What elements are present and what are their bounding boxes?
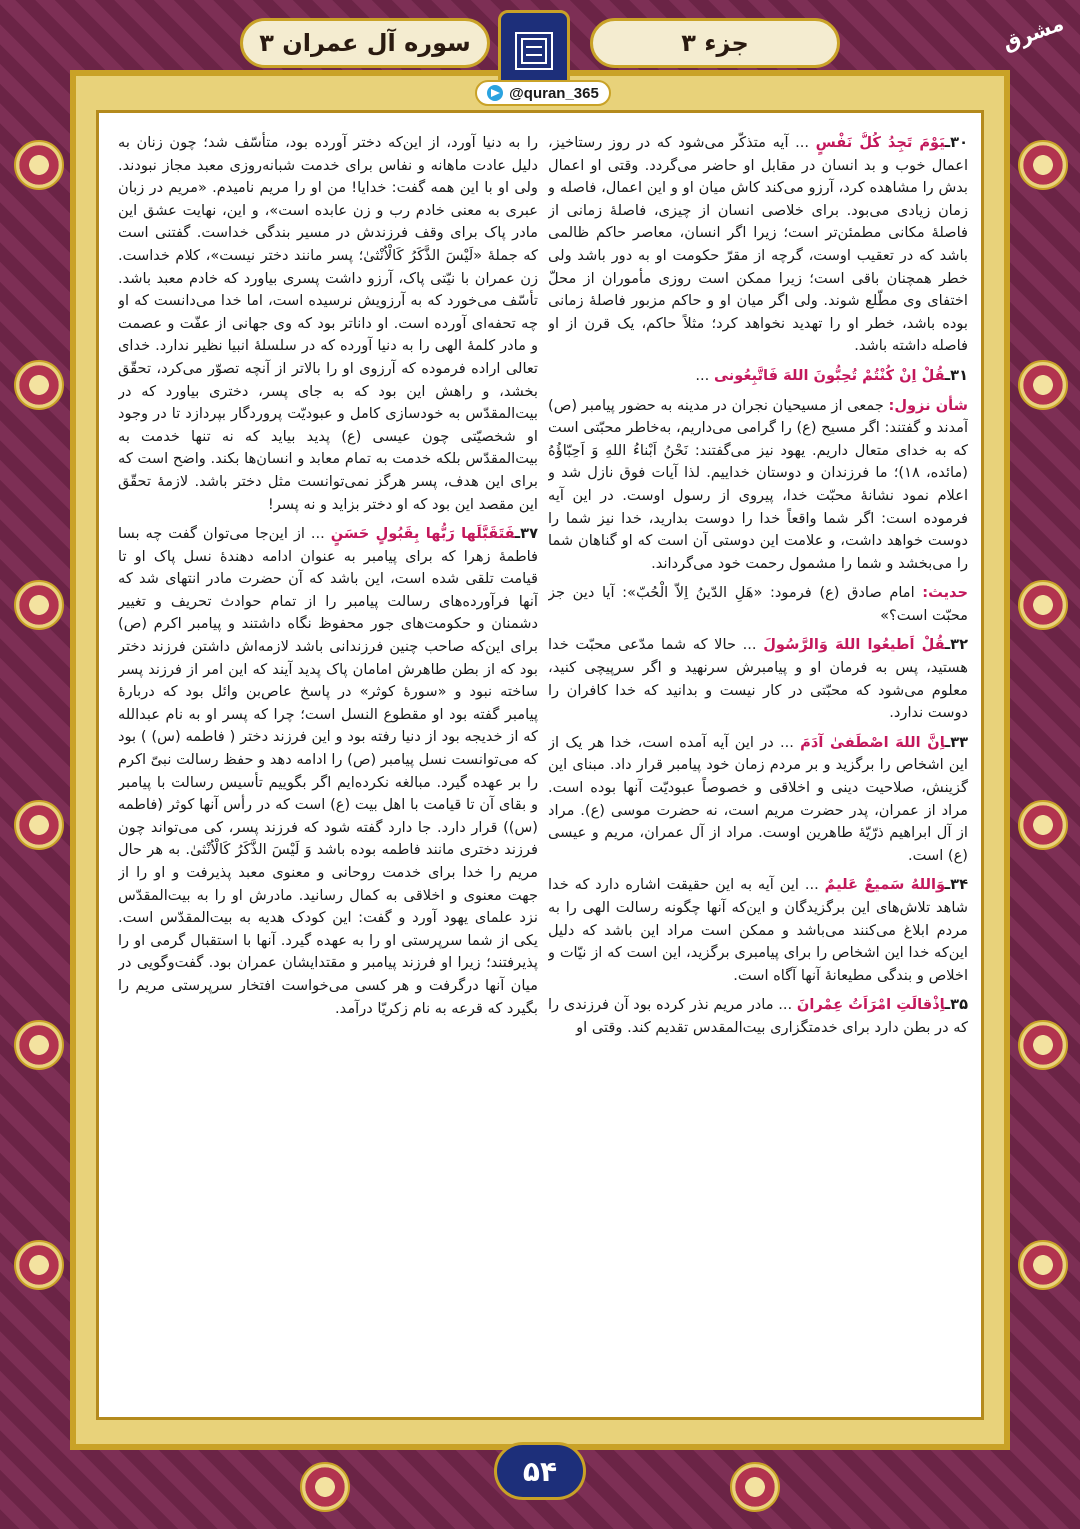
watermark-logo: مشرق	[999, 10, 1067, 56]
ornament-medallion	[14, 1240, 64, 1290]
commentary-text: ... حالا که شما مدّعی محبّت خدا هستید، پس به فرمان او و پیامبرش سرنهید و اگر سرپیچی کنید، معلوم می‌شود که محبّتی در کار نیست و بدانید که خدا کافران را دوست ندارد.	[548, 636, 968, 722]
commentary-text: را به دنیا آورد، از این‌که دختر آورده بود، متأسّف شد؛ چون زنان به دلیل عادت ماهانه و نفاس برای خدمت شبانه‌روزی معبد مجاز نبودند. ولی او با این همه گفت: خدایا! من او را مریم نامیدم. «مریم در زبان عبری به معنی خادم رب و زن عابده است»، و این، نهایت عشق این مادر پاک برای وقف فرزندش در مسیر بندگی خداست. گفتنی است که جملهٔ «لَیْسَ الذَّکَرُ کَالْاُنْثیٰ؛ پسر مانند دختر نیست»، کلام خداست. زن عمران با نیّتی پاک، آرزو داشت پسری بیاورد که خادم معبد باشد. تأسّف می‌خورد که به آرزویش نرسیده است، اما خدا می‌دانست که او چه تحفه‌ای آورده است. او دانا‌تر بود که وی جهانی از عفّت و عصمت و مادر کلمهٔ الهی را به دنیا آورده که در سلسلهٔ انبیا نظیر ندارد. خدای تعالی اراده فرموده که آرزوی او را بالاتر از آنچه تصوّر می‌کرد، تحقّق بخشد، و راهش این بود که به جای پسر، دختری بیاورد که در بیت‌المقدّس به خودسازی کامل و عبودیّت پروردگار بپردازد تا در وجود او شخصیّتی چون عیسی (ع) پدید بیاید که نه تنها خدمت به بیت‌المقدّس بلکه خدمت به تمام معابد و انسان‌ها بکند. واضح است که برای این هدف، پسر هرگز نمی‌توانست مثل دختر باشد. لازمهٔ تحقّق این مقصد این بود که او دختر بزاید و نه پسر!	[118, 134, 538, 513]
paragraph	[548, 874, 968, 987]
telegram-icon	[487, 85, 503, 101]
channel-handle[interactable]	[475, 80, 611, 106]
juz-title-text: جزء ۳	[681, 29, 749, 57]
ornament-medallion	[1018, 1020, 1068, 1070]
section-label: حدیث:	[922, 584, 968, 602]
commentary-text: جمعی از مسیحیان نجران در مدینه به حضور پیامبر (ص) آمدند و گفتند: اگر مسیح (ع) را گرامی می‌داریم، به‌خاطر محبّتی است که به خدای متعال داریم. یهود نیز می‌گفتند: نَحْنُ اَبْناءُ اللهِ وَ اَحِبّاؤُهُ (مائده، ۱۸)؛ ما فرزندان و دوستان خداییم. لذا آیات فوق نازل شد و اعلام نمود نشانهٔ محبّت خدا، پیروی از رسول اوست. در این آیه فرموده است: اگر شما واقعاً خدا را دوست بدارید، خدا نیز شما را دوست خواهد داشت، و علامت این دوستی آن است که او گناهان شما را می‌بخشد و شما را مشمول رحمت خود می‌گرداند.	[548, 396, 968, 572]
juz-title	[590, 18, 840, 68]
ornament-medallion	[14, 140, 64, 190]
arabic-verse: فَتَقَبَّلَها رَبُّها بِقَبُولٍ حَسَنٍ	[330, 525, 516, 543]
verse-number: ۳۳ـ	[945, 733, 968, 751]
ornament-medallion	[730, 1462, 780, 1512]
page-number	[494, 1442, 586, 1500]
right-column	[548, 132, 968, 1392]
verse-number: ۳۱ـ	[945, 366, 968, 384]
section-label: شأن نزول:	[888, 396, 968, 414]
commentary-text: ... آیه متذکّر می‌شود که در روز رستاخیز، اعمال خوب و بد انسان در مقابل او حاضر می‌گردد. وقتی او اعمال بدش را مشاهده کرد، آرزو می‌کند کاش میان او و این اعمال، فاصله و زمان زیادی می‌بود. برای خلاصی انسان از چیزی، فاصلهٔ زمانی از فاصلهٔ مکانی مطمئن‌تر است؛ زیرا اگر انسان، معاصر حاکم ظالمی باشد که در تعقیب اوست، گرچه از مقرّ حکومت او به دور باشد ولی خطر همچنان باقی است؛ زیرا ممکن است روزی مأموران از محلّ اختفای وی مطّلع شوند. ولی اگر میان او و حاکم مزبور فاصلهٔ زمانی بوده باشد، خطر او را تهدید نخواهد کرد؛ مثلاً حاکم، یک قرن از او فاصله داشته باشد.	[548, 134, 968, 355]
surah-title	[240, 18, 490, 68]
verse-number: ۳۴ـ	[945, 876, 968, 894]
verse-number: ۳۷ـ	[515, 525, 538, 543]
ornament-medallion	[1018, 580, 1068, 630]
ornament-medallion	[1018, 800, 1068, 850]
arabic-verse: اِنَّ اللهَ اصْطَفیٰ آدَمَ	[800, 733, 946, 751]
commentary-text: ... این آیه به این حقیقت اشاره دارد که خدا شاهد تلاش‌های این برگزیدگان و این‌که آنها چگونه رسالت الهی را به مردم ابلاغ می‌کنند می‌باشد و ممکن است مراد این باشد که دلیل این‌که خدا این اشخاص را برای پیامبری برگزید، این است که از نیّات و اخلاص و بندگی مطیعانهٔ آنها آگاه است.	[548, 876, 968, 984]
paragraph	[548, 732, 968, 868]
left-column	[118, 132, 538, 1392]
commentary-text: ... از این‌جا می‌توان گفت چه بسا فاطمهٔ زهرا که برای پیامبر به عنوان ادامه دهندهٔ نسل پاک او تا قیامت تلقی شده است، این باشد که آن حضرت مادر انتهای شد که آنها فرآورده‌های رسالت پیامبر را از تمام حوادث تحریف و تغییر دشمنان و حکومت‌های جور محفوظ نگاه داشتند و پیامبر اکرم (ص) برای این‌که صاحب چنین فرزندانی باشد لازمه‌اش داشتن فرزند دختر بود که از بطن طاهرش امامان پاک پدید آیند که این امر از فرزند پسر ساخته نبود و «سورهٔ کوثر» در پاسخ عاص‌بن وائل بود که دربارهٔ پیامبر گفته بود او مقطوع النسل است؛ چرا که پسر او به نام عبدالله که از خدیجه بود از دنیا رفته بود و این فرزند دختر ( فاطمه (س) ) بود که می‌توانست نسل پیامبر (ص) را ادامه دهد و حفظ رسالت نبیّ اکرم را بر عهده گیرد. مبالغه نکرده‌ایم اگر بگوییم تأسیس رسالت با پیامبر و بقای آن تا قیامت با اهل بیت (ع) است که در رأس آنها کوثر (فاطمه (س)) قرار دارد. جا دارد گفته شود که فرزند پسر، کی می‌تواند چون فرزند دختری مانند فاطمه بوده باشد وَ لَیْسَ الذَّکَرُ کَالْاُنْثیٰ. به هر حال مریم را خدا برای خدمت روحانی و معنوی معبد پذیرفت و او را از جهت معنوی و اخلاقی به کمال رسانید. مادرش او را به بیت‌المقدّس نزد علمای یهود آورد و گفت: این کودک هدیه به بیت‌المقدّس است. یکی از شما سرپرستی او را به عهده گیرد. آنها با استقبال گرمی او را پذیرفتند؛ زیرا او فرزند پیامبر و مقتدایشان عمران بود. گفت‌وگویی در میان آنها درگرفت و هر کسی می‌خواست افتخار سرپرستی مریم را بگیرد که قرعه به نام زکریّا درآمد.	[118, 525, 538, 1017]
paragraph	[118, 132, 538, 516]
arabic-verse: قُلْ اِنْ کُنْتُمْ تُحِبُّونَ اللهَ فَاتَّبِعُونی	[713, 366, 946, 384]
paragraph	[548, 634, 968, 724]
paragraph	[548, 994, 968, 1039]
verse-number: ۳۰ـ	[945, 134, 968, 151]
surah-title-text: سوره آل عمران ۳	[259, 29, 471, 57]
verse-number: ۳۲ـ	[945, 636, 968, 654]
commentary-text: امام صادق (ع) فرمود: «هَلِ الدّینُ اِلاّ الْحُبّ»: آیا دین جز محبّت است؟»	[548, 584, 968, 624]
arabic-verse: وَاللهُ سَمیعٌ عَلیمٌ	[824, 876, 946, 894]
arabic-verse: قُلْ اَطیعُوا اللهَ وَالرَّسُولَ	[763, 636, 946, 654]
paragraph	[548, 365, 968, 388]
ornament-medallion	[1018, 360, 1068, 410]
paragraph	[548, 132, 968, 358]
ornament-medallion	[14, 800, 64, 850]
ornament-medallion	[1018, 140, 1068, 190]
arabic-verse: اِذْقالَتِ امْرَاَتُ عِمْرانَ	[796, 996, 946, 1014]
ornament-medallion	[14, 580, 64, 630]
page-number-text: ۵۴	[522, 1454, 558, 1488]
commentary-text: ... مادر مریم نذر کرده بود آن فرزندی را که در بطن دارد برای خدمتگزاری بیت‌المقدس تقدیم کند. وقتی او	[548, 996, 968, 1036]
ornament-medallion	[14, 360, 64, 410]
paragraph	[548, 582, 968, 627]
ornament-medallion	[300, 1462, 350, 1512]
paragraph	[118, 523, 538, 1020]
commentary-text: ... در این آیه آمده است، خدا هر یک از این اشخاص را برگزید و بر مردم زمان خود پیامبر قرار داد. مبنای این گزینش، صلاحیت دینی و اخلاقی و خصوصاً عبودیّت آنها بوده است. مراد از عمران، پدر حضرت مریم است، نه حضرت موسی (ع). مراد از آل ابراهیم ذرّیّهٔ طاهرین اوست. مراد از آل عمران، مریم و عیسی (ع) است.	[548, 733, 968, 864]
ornament-medallion	[1018, 1240, 1068, 1290]
channel-handle-text: @quran_365	[509, 84, 599, 102]
verse-number: ۳۵ـ	[945, 996, 968, 1014]
commentary-text: ...	[695, 366, 714, 384]
paragraph	[548, 395, 968, 576]
arabic-verse: یَوْمَ تَجِدُ کُلُّ نَفْسٍ	[815, 134, 946, 151]
ornament-medallion	[14, 1020, 64, 1070]
